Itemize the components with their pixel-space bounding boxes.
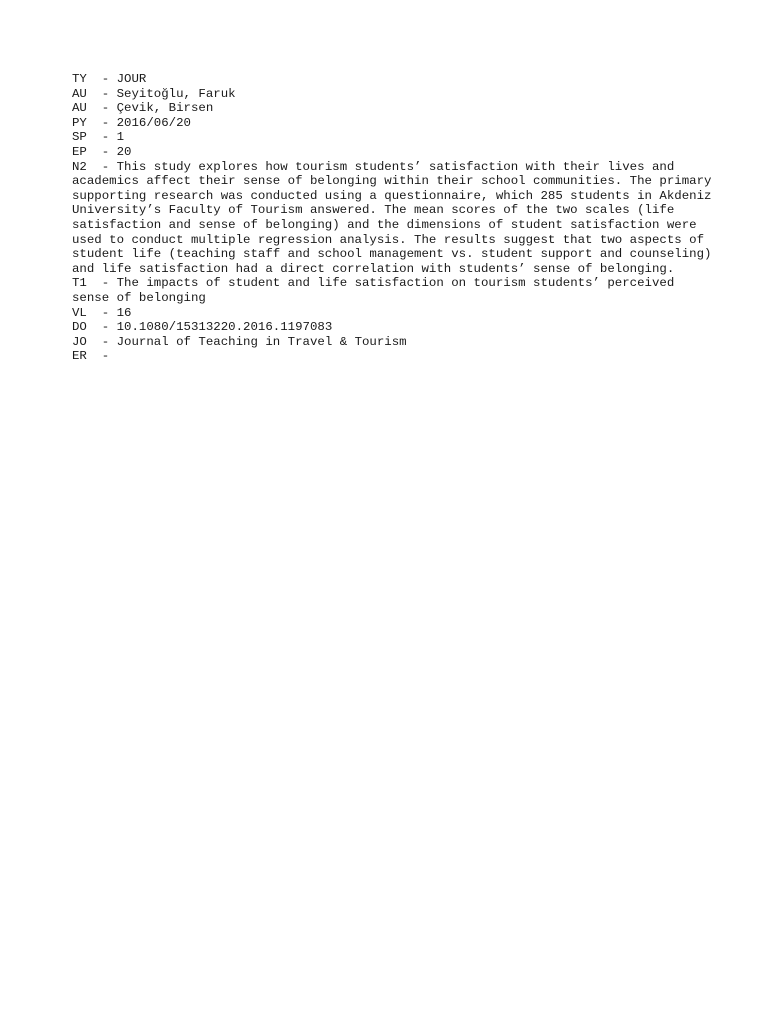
record-line-end-page: EP - 20	[72, 144, 132, 159]
field-value: 10.1080/15313220.2016.1197083	[116, 320, 333, 335]
field-value: 20	[116, 144, 132, 159]
field-value: Çevik, Birsen	[116, 101, 214, 116]
field-tag: AU	[72, 86, 87, 101]
field-tag: ER	[72, 349, 87, 364]
field-tag: VL	[72, 305, 87, 320]
field-tag: EP	[72, 144, 87, 159]
field-value: 1	[116, 130, 125, 145]
field-value: This study explores how tourism students’ satisfaction with their lives and academics affect their sense of belonging within their school communities. The primary supporting research was conducted using a questionnaire, which 285 students in Akdeniz University’s Faculty of Tourism answered. The mean scores of the two scales (life satisfaction and sense of belonging) and the dimensions of student satisfaction were used to conduct multiple regression analysis. The results suggest that two aspects of student life (teaching staff and school management vs. student support and counseling) and life satisfaction had a direct correlation with students’ sense of belonging.	[72, 159, 719, 276]
field-value: JOUR	[116, 72, 147, 86]
record-line-journal: JO - Journal of Teaching in Travel & Tourism	[72, 334, 407, 349]
field-tag: PY	[72, 115, 87, 130]
field-tag: T1	[72, 276, 87, 291]
field-value: The impacts of student and life satisfaction on tourism students’ perceived sense of belonging	[72, 276, 682, 305]
record-line-doi: DO - 10.1080/15313220.2016.1197083	[72, 320, 333, 335]
record-line-start-page: SP - 1	[72, 130, 125, 145]
field-tag: DO	[72, 320, 87, 335]
field-tag: JO	[72, 334, 87, 349]
record-line-abstract: N2 - This study explores how tourism students’ satisfaction with their lives and academics affect their sense of belonging within their school communities. The primary supporting research was conducted using a questionnaire, which 285 students in Akdeniz University’s Faculty of Tourism answered. The mean scores of the two scales (life satisfaction and sense of belonging) and the dimensions of student satisfaction were used to conduct multiple regression analysis. The results suggest that two aspects of student life (teaching staff and school management vs. student support and counseling) and life satisfaction had a direct correlation with students’ sense of belonging.	[72, 159, 719, 276]
field-tag: N2	[72, 159, 87, 174]
record-line-title: T1 - The impacts of student and life satisfaction on tourism students’ perceived sense of belonging	[72, 276, 682, 305]
field-value: Seyitoğlu, Faruk	[116, 86, 236, 101]
record-line-author: AU - Seyitoğlu, Faruk	[72, 86, 236, 101]
field-value: 16	[116, 305, 132, 320]
record-line-publication-year: PY - 2016/06/20	[72, 115, 191, 130]
record-line-type: TY - JOUR	[72, 72, 147, 86]
field-tag: TY	[72, 72, 87, 86]
field-tag: SP	[72, 130, 87, 145]
field-value: Journal of Teaching in Travel & Tourism	[116, 334, 407, 349]
field-tag: AU	[72, 101, 87, 116]
record-line-end-of-reference: ER -	[72, 349, 117, 364]
ris-citation-document	[72, 72, 719, 364]
record-line-author: AU - Çevik, Birsen	[72, 101, 214, 116]
field-value: 2016/06/20	[116, 115, 191, 130]
record-line-volume: VL - 16	[72, 305, 132, 320]
